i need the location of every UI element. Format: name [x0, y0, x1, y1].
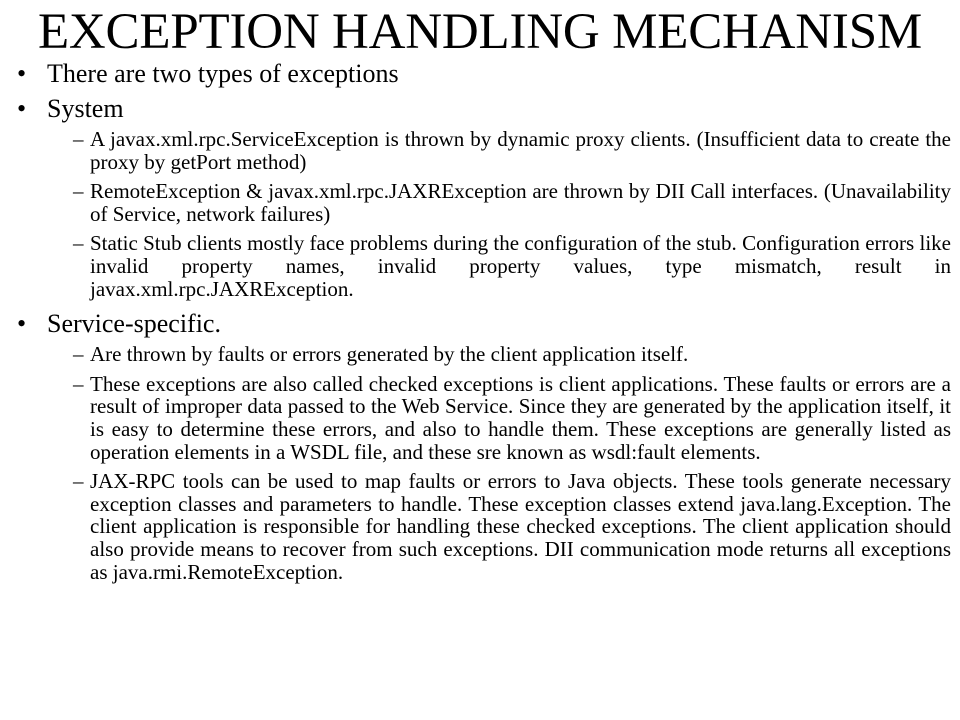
service-item	[73, 343, 951, 366]
bullet-text: Service-specific.	[47, 309, 221, 339]
bullet-icon: •	[17, 59, 27, 88]
dash-icon: –	[73, 231, 84, 256]
bullet-service-specific	[17, 308, 952, 340]
bullet-icon: •	[17, 94, 27, 123]
dash-icon: –	[73, 179, 84, 204]
dash-icon: –	[73, 469, 84, 494]
system-sublist	[73, 128, 951, 300]
system-item-text: A javax.xml.rpc.ServiceException is thrown by dynamic proxy clients. (Insufficient data to create the proxy by getPort method)	[90, 127, 951, 174]
system-item	[73, 128, 951, 173]
bullet-intro	[17, 58, 952, 90]
bullet-text: System	[47, 94, 124, 123]
system-item-text: Static Stub clients mostly face problems during the configuration of the stub. Configuration errors like invalid property names, invalid property values, type mismatch, result in javax.xml.rpc.JAXRException.	[90, 231, 951, 301]
service-sublist	[73, 343, 951, 583]
service-item-text: JAX-RPC tools can be used to map faults or errors to Java objects. These tools generate necessary exception classes and parameters to handle. These exception classes extend java.lang.Exception. The client application is responsible for handling these checked exceptions. The client application should also provide means to recover from such exceptions. DII communication mode returns all exceptions as java.rmi.RemoteException.	[90, 469, 951, 584]
system-item	[73, 232, 951, 300]
bullet-icon: •	[17, 309, 27, 339]
service-item-text: Are thrown by faults or errors generated by the client application itself.	[90, 342, 689, 367]
service-item	[73, 373, 951, 463]
dash-icon: –	[73, 371, 84, 396]
dash-icon: –	[73, 127, 84, 151]
slide-content	[17, 58, 952, 590]
system-item	[73, 180, 951, 225]
bullet-system	[17, 93, 952, 125]
system-item-text: RemoteException & javax.xml.rpc.JAXRException are thrown by DII Call interfaces. (Unavailability of Service, network failures)	[90, 179, 951, 226]
slide-title: EXCEPTION HANDLING MECHANISM	[37, 4, 923, 60]
service-item-text: These exceptions are also called checked exceptions is client applications. These faults or errors are a result of improper data passed to the Web Service. Since they are generated by the application itself, it is easy to determine these errors, and also to handle them. These exceptions are generally listed as operation elements in a WSDL file, and these sre known as wsdl:fault elements.	[90, 371, 951, 464]
dash-icon: –	[73, 342, 84, 367]
service-item	[73, 470, 951, 583]
bullet-text: There are two types of exceptions	[47, 59, 399, 88]
